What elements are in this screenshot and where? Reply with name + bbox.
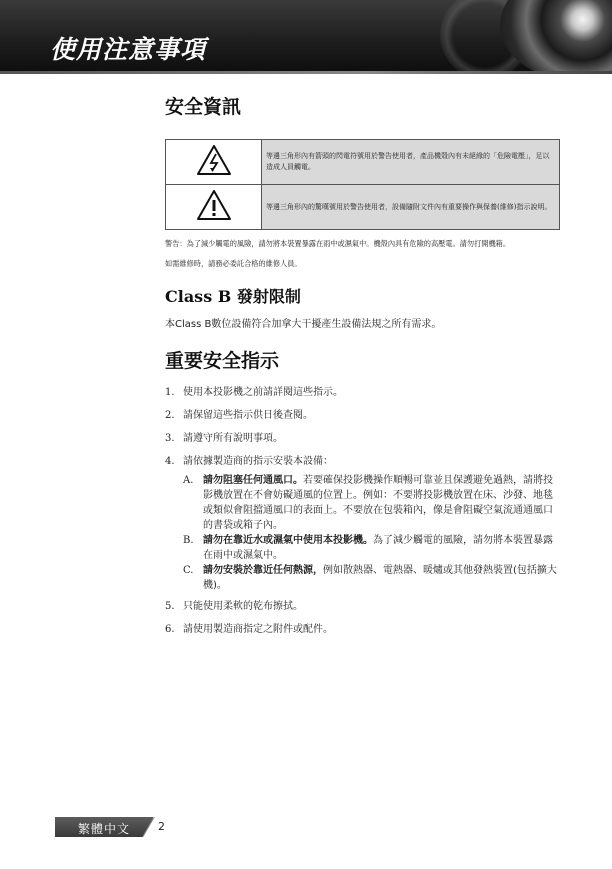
sub-list-item [183,473,560,533]
symbol-cell [166,185,262,230]
table-row [166,140,560,185]
main-content [165,86,560,645]
instructions-heading: 重要安全指示 [165,350,280,372]
sub-item-letter: A. [183,475,194,486]
sub-item-bold: 請勿在靠近水或濕氣中使用本投影機。 [203,535,373,546]
table-row [166,185,560,230]
item-number: 6. [165,624,175,635]
sub-item-letter: B. [183,535,194,546]
item-text: 請遵守所有說明事項。 [183,433,283,444]
item-number: 1. [165,387,175,398]
symbol-cell [166,140,262,185]
sub-list-item [183,563,560,593]
sub-item-text: 例如散熱器、電熱器、暖爐或其他發熱裝置(包括擴大機)。 [203,565,557,591]
warning-text: 警告：為了減少觸電的風險，請勿將本裝置暴露在雨中或濕氣中。機殼內具有危險的高壓電。請勿打開機箱。 [165,239,511,248]
classb-text: 本Class B數位設備符合加拿大干擾產生設備法規之所有需求。 [165,319,442,330]
symbol-description: 等邊三角形內的驚嘆號用於警告使用者，設備隨附文件內有重要操作與保養(維修)指示說明。 [262,185,560,230]
footer-language-label: 繁體中文 [78,822,131,836]
list-item [165,408,560,423]
sub-item-bold: 請勿安裝於靠近任何熱源， [203,565,323,576]
safety-symbols-table [165,139,560,230]
item-text: 請保留這些指示供日後查閱。 [183,410,313,421]
instruction-list-continued [165,599,560,637]
sub-list-item [183,533,560,563]
list-item [165,431,560,446]
list-item [165,622,560,637]
page-number: 2 [158,820,165,833]
list-item [165,454,560,469]
list-item [165,385,560,400]
sub-item-letter: C. [183,565,194,576]
header-banner [0,0,612,74]
item-number: 2. [165,410,175,421]
instruction-list [165,385,560,469]
item-text: 使用本投影機之前請詳閱這些指示。 [183,387,343,398]
item-text: 只能使用柔軟的乾布擦拭。 [183,601,303,612]
lightning-triangle-icon [196,144,232,176]
item-text: 請依據製造商的指示安裝本設備： [183,456,333,467]
page-title: 使用注意事項 [50,35,207,64]
exclamation-triangle-icon [196,189,232,221]
list-item [165,599,560,614]
symbol-description: 等邊三角形內有箭頭的閃電符號用於警告使用者，產品機殼內有未絕緣的「危險電壓」，足以造成人員觸電。 [262,140,560,185]
classb-heading: Class B 發射限制 [165,287,301,306]
sub-item-text: 為了減少觸電的風險，請勿將本裝置暴露在雨中或濕氣中。 [203,535,553,561]
item-number: 4. [165,456,175,467]
safety-heading: 安全資訊 [165,96,242,118]
service-note: 如需維修時，請務必委託合格的維修人員。 [165,259,302,268]
item-number: 5. [165,601,175,612]
sub-item-bold: 請勿阻塞任何通風口。 [203,475,303,486]
installation-sublist [165,473,560,593]
item-number: 3. [165,433,175,444]
item-text: 請使用製造商指定之附件或配件。 [183,624,333,635]
sub-item-text: 若要確保投影機操作順暢可靠並且保護避免過熱，請將投影機放置在不會妨礙通風的位置上。例如：不要將投影機放置在床、沙發、地毯或類似會阻擋通風口的表面上。不要放在包裝箱內，像是會阻礙空氣流通通風口的書袋或箱子內。 [203,475,553,531]
